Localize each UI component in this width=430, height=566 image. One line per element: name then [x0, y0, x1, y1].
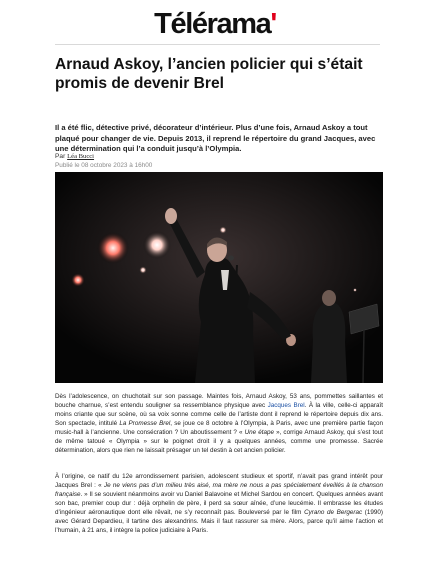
- header-divider: [55, 44, 380, 45]
- logo-accent-mark: ': [270, 8, 276, 40]
- author-link[interactable]: Léa Bucci: [67, 153, 95, 160]
- article-headline: Arnaud Askoy, l’ancien policier qui s’était promis de devenir Brel: [55, 56, 363, 92]
- concert-photo-illustration: [55, 172, 383, 383]
- publish-date: Publié le 08 octobre 2023 à 16h00: [55, 162, 153, 169]
- film-title: Cyrano de Bergerac: [304, 509, 363, 517]
- telerama-logo[interactable]: Télérama': [154, 8, 276, 40]
- show-title: La Promesse Brel: [119, 420, 171, 428]
- byline-prefix: Par: [55, 153, 66, 160]
- byline: [55, 153, 94, 161]
- jacques-brel-link[interactable]: Jacques Brel: [267, 402, 305, 410]
- article-paragraph-1: Dès l’adolescence, on chuchotait sur son passage. Maintes fois, Arnaud Askoy, 53 ans, pommettes saillantes et bouche charnue, s’est entendu souligner sa ressemblance physique avec Jacques Brel. À la ville, celle-ci apparaît moins criante que sur scène, où sa voix sonne comme celle de l’artiste dont il reprend le répertoire depuis dix ans. Son spectacle, intitulé La Promesse Brel, se joue ce 8 octobre à l’Olympia, à Paris, avec une première partie façon music-hall à l’ancienne. Une consécration ? Un aboutissement ? « Une étape », corrige Arnaud Askoy, qui s’est tout de même tatoué « Olympia » sur le poignet droit il y a quelques années, comme une promesse. Sacrée détermination, alors que rien ne laissait présager un tel destin à cet ancien policier.: [55, 393, 384, 455]
- quote-une-etape: Une étape: [244, 429, 274, 437]
- article-paragraph-2: À l’origine, ce natif du 12e arrondissement parisien, adolescent studieux et sportif, n’avait pas grand intérêt pour Jacques Brel : « Je ne viens pas d’un milieu très aisé, ma mère ne nous a pas spécialement éveillés à la chanson française. » Il se souvient néanmoins avoir vu Daniel Balavoine et Michel Sardou en concert. Quelques années avant son bac, premier coup dur : déjà orphelin de père, il perd sa sœur aînée, d’une leucémie. Il embrasse les études d’ingénieur aéronautique dont elle rêvait, ne s’y reconnaît pas. Bouleversé par le film Cyrano de Bergerac (1990) avec Gérard Depardieu, il tartine des alexandrins. Mais il faut rassurer sa mère. Alors, parce qu’il aime l’action et l’humain, à 21 ans, il intègre la police judiciaire à Paris.: [55, 473, 383, 535]
- quote-brel: Je ne viens pas d’un milieu très aisé, ma mère ne nous a pas spécialement éveillés à la chanson française: [55, 482, 383, 499]
- article-photo: [55, 172, 383, 383]
- article-lede: Il a été flic, détective privé, décorateur d’intérieur. Plus d’une fois, Arnaud Askoy a tout plaqué pour changer de vie. Depuis 2013, il reprend le répertoire du grand Jacques, avec une détermination qui l’a conduit jusqu’à l’Olympia.: [55, 123, 376, 154]
